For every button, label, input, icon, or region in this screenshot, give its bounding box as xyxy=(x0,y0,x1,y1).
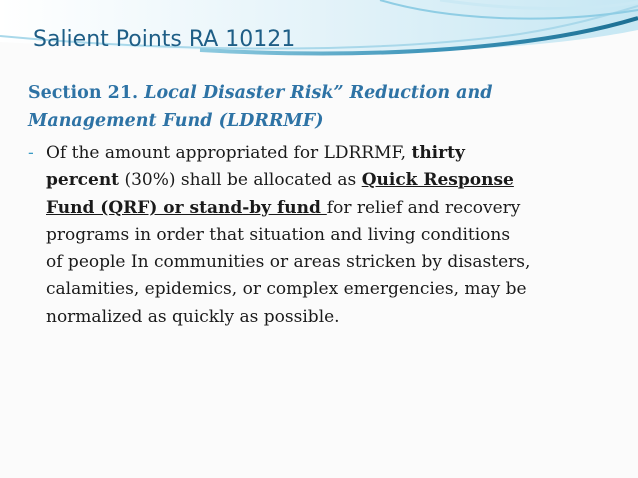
bullet-line-4: programs in order that situation and living conditions xyxy=(46,224,511,245)
section-name-line-2: Management Fund (LDRRMF) xyxy=(28,111,324,131)
line-2-text: (30%) shall be allocated as xyxy=(119,170,362,191)
section-number: Section 21. xyxy=(28,83,139,103)
bullet-line-5: of people In communities or areas stricken by disasters, xyxy=(46,252,531,273)
bullet-paragraph xyxy=(46,140,612,331)
line-3-underlined: Fund (QRF) or stand-by fund xyxy=(46,197,327,218)
section-name-line-1: Local Disaster Risk” Reduction and xyxy=(144,83,493,103)
section-heading xyxy=(28,79,618,135)
line-2-bold: percent xyxy=(46,170,120,191)
line-3-text: for relief and recovery xyxy=(326,197,521,218)
bullet-marker: - xyxy=(28,143,34,163)
bullet-line-7: normalized as quickly as possible. xyxy=(46,306,340,327)
bullet-line-6: calamities, epidemics, or complex emergencies, may be xyxy=(46,279,527,300)
line-1-bold: thirty xyxy=(411,143,465,163)
bullet-line-3 xyxy=(46,198,520,218)
slide-title: Salient Points RA 10121 xyxy=(33,27,296,52)
line-2-underlined: Quick Response xyxy=(361,170,514,191)
line-1-text: Of the amount appropriated for LDRRMF, xyxy=(46,143,412,163)
bullet-line-2 xyxy=(46,170,514,190)
bullet-line-1 xyxy=(46,143,465,163)
